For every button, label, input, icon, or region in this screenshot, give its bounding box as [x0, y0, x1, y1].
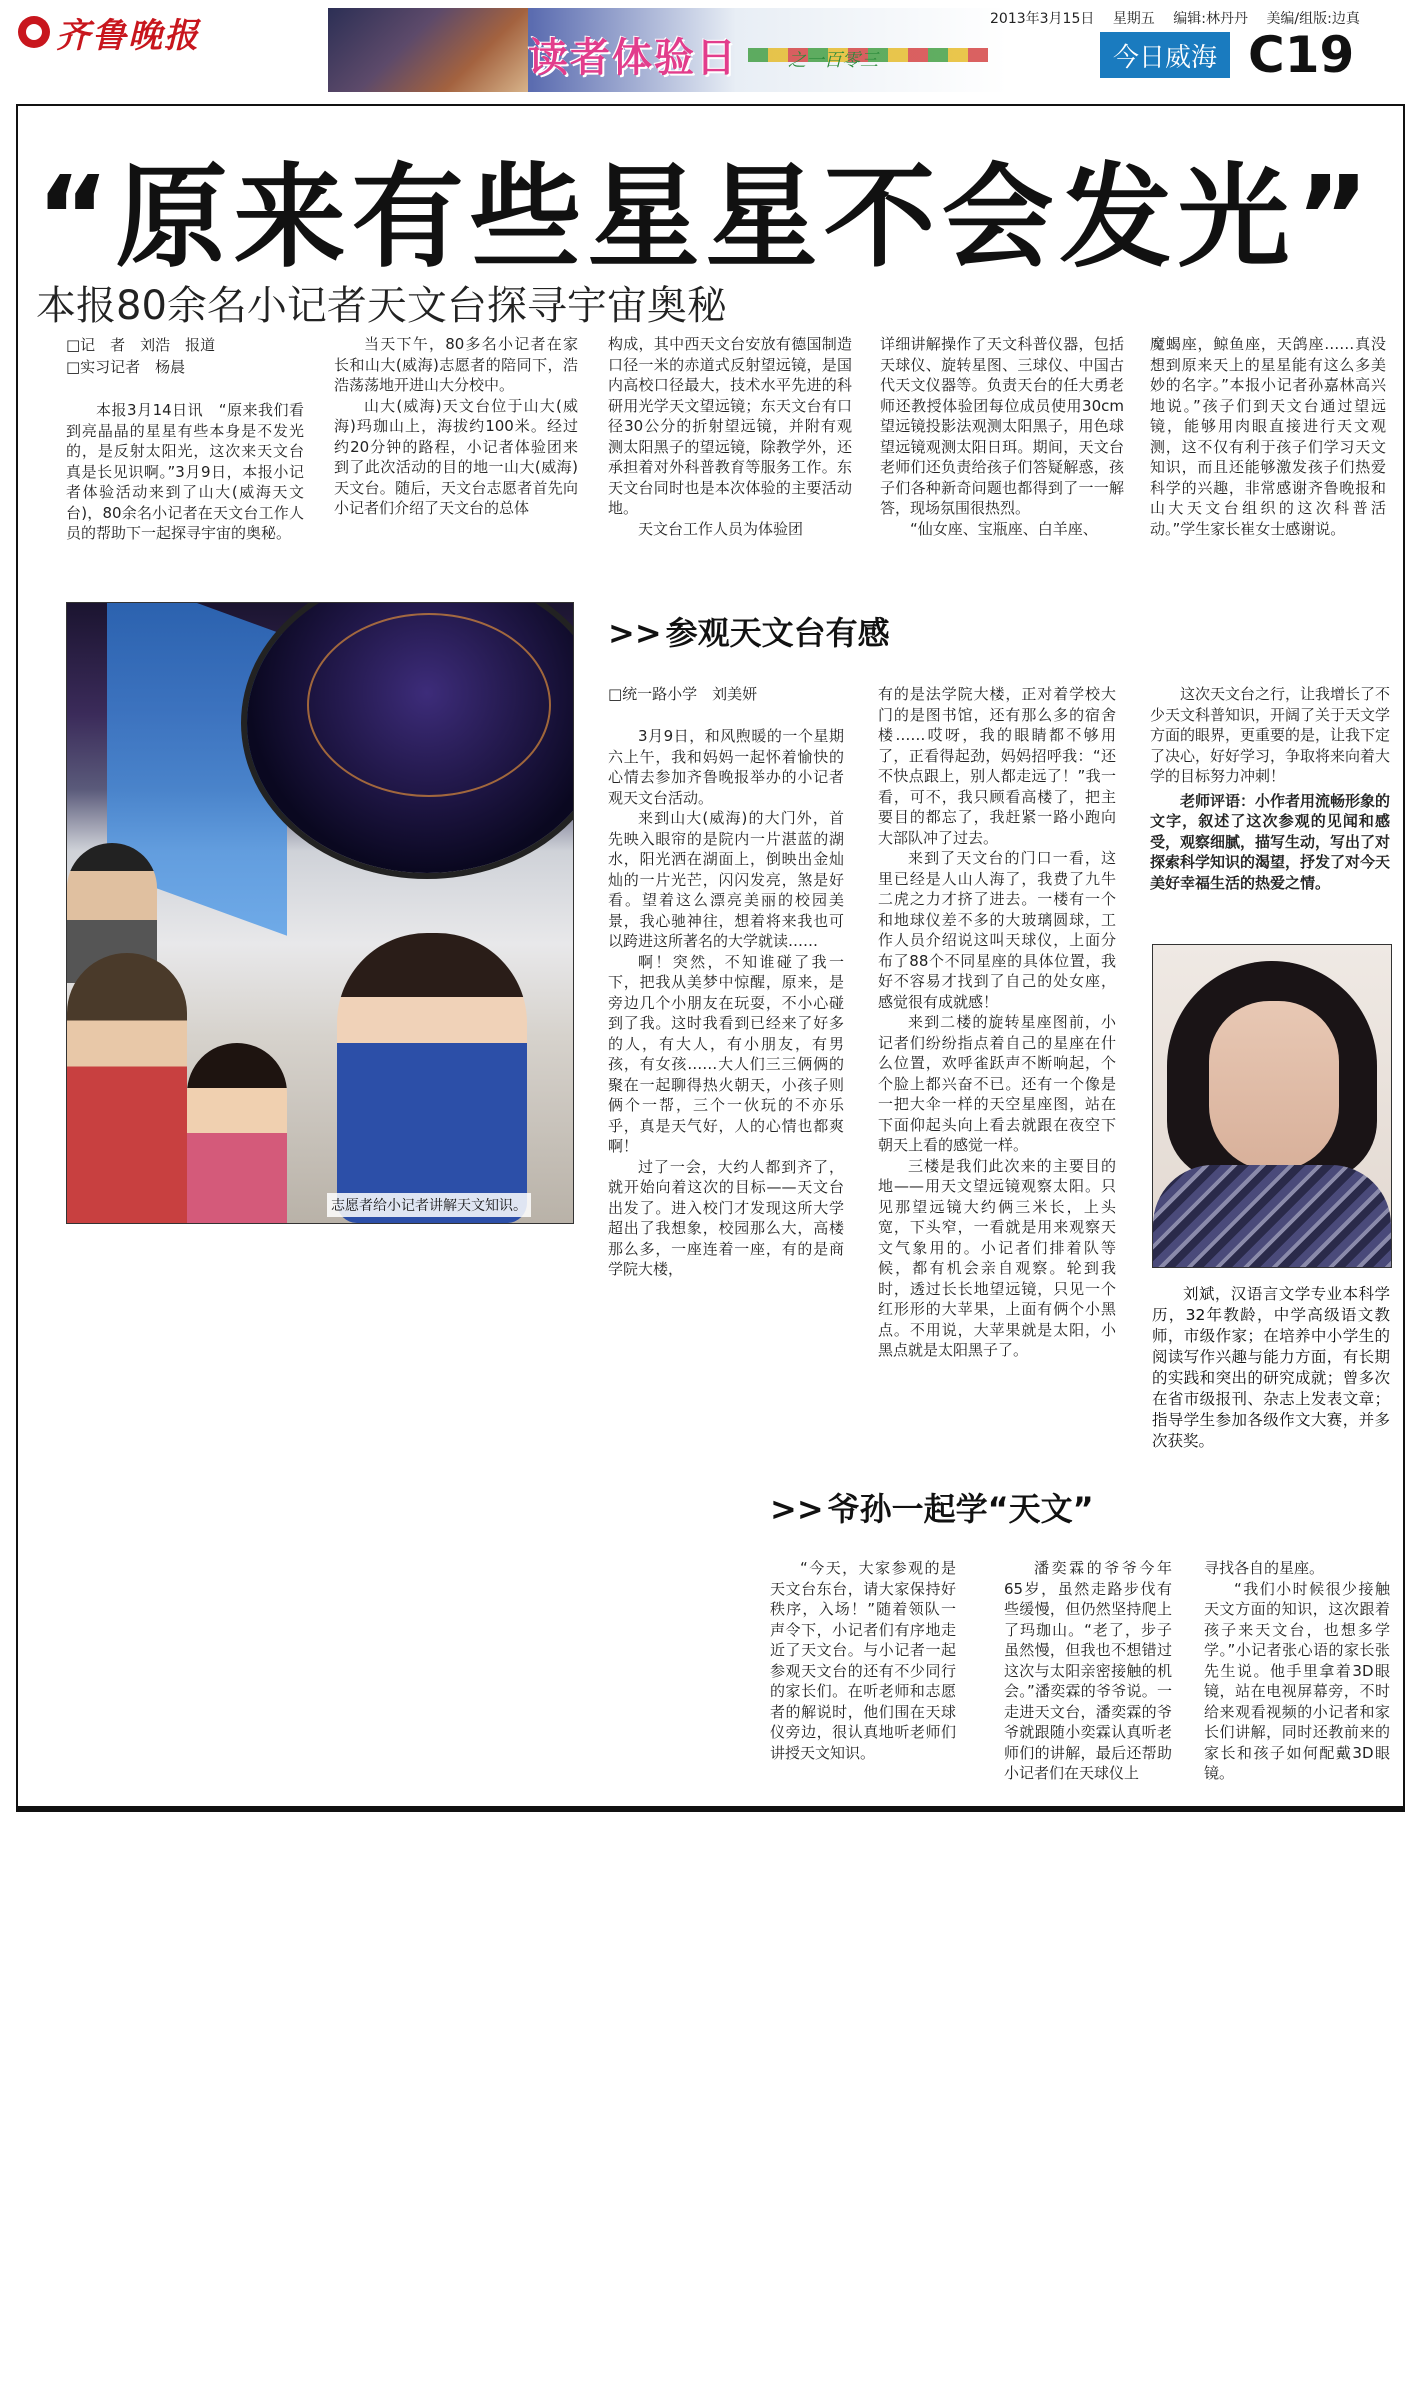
- paragraph: 潘奕霖的爷爷今年65岁，虽然走路步伐有些缓慢，但仍然坚持爬上了玛珈山。“老了，步子虽然慢，但我也不想错过这次与太阳亲密接触的机会。”潘奕霖的爷爷说。一走进天文台，潘奕霖的爷爷就跟随小奕霖认真听老师们的讲解，最后还帮助小记者们在天球仪上: [1004, 1559, 1172, 1782]
- section-title: 参观天文台有感: [665, 614, 890, 652]
- section-heading: [608, 608, 890, 654]
- banner-subtitle: 之一百零三: [788, 50, 878, 71]
- issue-date: 2013年3月15日: [990, 11, 1095, 27]
- teacher-bio: [1152, 1284, 1390, 1452]
- paragraph: 来到了天文台的门口一看，这里已经是人山人海了，我费了九牛二虎之力才挤了进去。一楼有一个和地球仪差不多的大玻璃圆球，工作人员介绍说这叫天球仪，上面分布了88个不同星座的具体位置，我好不容易才找到了自己的处女座，感觉很有成就感！: [878, 849, 1116, 1011]
- designer-credit: 美编/组版:边真: [1266, 11, 1360, 27]
- frame-bottom-rule: [16, 1806, 1405, 1812]
- observatory-photo: [66, 602, 574, 1224]
- paragraph: 来到二楼的旋转星座图前，小记者们纷纷指点着自己的星座在什么位置，欢呼雀跃声不断响起，个个脸上都兴奋不已。还有一个像是一把大伞一样的天空星座图，站在下面仰起头向上看去就跟在夜空下朝天上看的感觉一样。: [878, 1013, 1116, 1154]
- photo-caption: 志愿者给小记者讲解天文知识。: [327, 1193, 531, 1217]
- paragraph: “仙女座、宝瓶座、白羊座、: [910, 519, 1098, 538]
- byline-intern: □实习记者 杨晨: [66, 358, 186, 376]
- page-meta: [990, 8, 1374, 28]
- paragraph: 魔蝎座，鲸鱼座，天鸽座……真没想到原来天上的星星能有这么多美妙的名字。”本报小记者孙嘉林高兴地说。”孩子们到天文台通过望远镜，能够用肉眼直接进行天文观测，这不仅有利于孩子们学习天文知识，而且还能够激发孩子们热爱科学的兴趣，非常感谢齐鲁晚报和山大天文台组织的这次科普活动。”学生家长崔女士感谢说。: [1150, 335, 1386, 538]
- paragraph: 这次天文台之行，让我增长了不少天文科普知识，开阔了关于天文学方面的眼界，更重要的是，让我下定了决心，好好学习，争取将来向着大学的目标努力冲刺！: [1150, 685, 1391, 785]
- newspaper-logo: [18, 10, 218, 54]
- portrait-scarf: [1153, 1165, 1391, 1268]
- photo-person-girl: [337, 933, 527, 1223]
- family-column-3: [1204, 1558, 1390, 1784]
- essay-byline: □统一路小学 刘美妍: [608, 685, 758, 703]
- page-number: C19: [1248, 26, 1355, 84]
- essay-column-3: [1150, 684, 1390, 893]
- paragraph: 来到山大(威海)的大门外，首先映入眼帘的是院内一片湛蓝的湖水，阳光洒在湖面上，倒映出金灿灿的一片光芒，闪闪发亮，煞是好看。望着这么漂亮美丽的校园美景，我心驰神往，想着将来我也可以跨进这所著名的大学就读……: [608, 809, 844, 950]
- paragraph: 三楼是我们此次来的主要目的地——用天文望远镜观察太阳。只见那望远镜大约俩三米长，上头宽，下头窄，一看就是用来观察天文气象用的。小记者们排着队等候，都有机会亲自观察。轮到我时，透过长长地望远镜，只见一个红形形的大苹果，上面有俩个小黑点。不用说，大苹果就是太阳，小黑点就是太阳黑子了。: [878, 1156, 1116, 1359]
- subheadline: 本报80余名小记者天文台探寻宇宙奥秘: [36, 283, 727, 329]
- teacher-review: 老师评语：小作者用流畅形象的文字，叙述了这次参观的见闻和感受，观察细腻，描写生动，写出了对探索科学知识的渴望，抒发了对今天美好幸福生活的热爱之情。: [1150, 791, 1391, 892]
- teacher-portrait: [1152, 944, 1392, 1268]
- family-column-1: [770, 1558, 956, 1763]
- paragraph: 构成，其中西天文台安放有德国制造口径一米的赤道式反射望远镜，是国内高校口径最大，技术水平先进的科研用光学天文望远镜；东天文台有口径30公分的折射望远镜，并附有观测太阳黑子的望远镜，除教学外，还承担着对外科普教育等服务工作。东天文台同时也是本次体验的主要活动地。: [608, 335, 852, 517]
- portrait-face: [1209, 1001, 1339, 1171]
- article-column-4: [880, 334, 1124, 539]
- photo-person-child: [67, 953, 187, 1223]
- editor-credit: 编辑:林丹丹: [1173, 11, 1248, 27]
- logo-text: 齐鲁晚报: [56, 15, 200, 56]
- banner-title: 读者体验日: [528, 35, 738, 81]
- banner-photo: [328, 8, 528, 92]
- paragraph: 天文台工作人员为体验团: [638, 519, 804, 538]
- essay-column-1: [608, 684, 844, 1280]
- paragraph: 3月9日，和风煦暖的一个星期六上午，我和妈妈一起怀着愉快的心情去参加齐鲁晚报举办的小记者观天文台活动。: [608, 727, 844, 807]
- section-tag: 今日威海: [1100, 32, 1230, 78]
- essay-column-2: [878, 684, 1116, 1361]
- photo-person-child: [187, 1043, 287, 1223]
- headline: “原来有些星星不会发光”: [36, 153, 1376, 283]
- section-heading: [770, 1484, 1094, 1530]
- article-column-3: [608, 334, 852, 539]
- section-arrows: >>: [608, 614, 662, 652]
- paragraph: 寻找各自的星座。: [1204, 1559, 1325, 1577]
- paragraph: 山大(威海)天文台位于山大(威海)玛珈山上，海拔约100米。经过约20分钟的路程，小记者体验团来到了此次活动的目的地一山大(威海)天文台。随后，天文台志愿者首先向小记者们介绍了天文台的总体: [334, 396, 578, 517]
- paragraph: 当天下午，80多名小记者在家长和山大(威海)志愿者的陪同下，浩浩荡荡地开进山大分校中。: [334, 335, 578, 394]
- paragraph: 啊！突然，不知谁碰了我一下，把我从美梦中惊醒，原来，是旁边几个小朋友在玩耍，不小心碰到了我。这时我看到已经来了好多的人，有大人，有小朋友，有男孩，有女孩……大人们三三俩俩的聚在一起聊得热火朝天，小孩子则俩个一帮，三个一伙玩的不亦乐乎，真是天气好，人的心情也都爽啊！: [608, 952, 844, 1155]
- section-arrows: >>: [770, 1490, 824, 1528]
- logo-mark-icon: [18, 16, 50, 48]
- article-column-1: [66, 334, 304, 544]
- paragraph: 详细讲解操作了天文科普仪器，包括天球仪、旋转星图、三球仪、中国古代天文仪器等。负责天台的任大勇老师还教授体验团每位成员使用30cm望远镜投影法观测太阳黑子，用色球望远镜观测太阳日珥。期间，天文台老师们还负责给孩子们答疑解惑，孩子们各种新奇问题也都得到了一一解答，现场氛围很热烈。: [880, 335, 1124, 517]
- byline-reporter: □记 者 刘浩 报道: [66, 336, 216, 354]
- paragraph: 过了一会，大约人都到齐了，就开始向着这次的目标——天文台出发了。进入校门才发现这所大学超出了我想象，校园那么大，高楼那么多，一座连着一座，有的是商学院大楼，: [608, 1157, 844, 1278]
- paragraph: “我们小时候很少接触天文方面的知识，这次跟着孩子来天文台，也想多学学。”小记者张心语的家长张先生说。他手里拿着3D眼镜，站在电视屏幕旁，不时给来观看视频的小记者和家长们讲解，同时还教前来的家长和孩子如何配戴3D眼镜。: [1204, 1579, 1390, 1782]
- paragraph: “今天，大家参观的是天文台东台，请大家保持好秩序，入场！”随着领队一声令下，小记者们有序地走近了天文台。与小记者一起参观天文台的还有不少同行的家长们。在听老师和志愿者的解说时，他们围在天球仪旁边，很认真地听老师们讲授天文知识。: [770, 1559, 956, 1762]
- paragraph: 有的是法学院大楼，正对着学校大门的是图书馆，还有那么多的宿舍楼……哎呀，我的眼睛都不够用了，正看得起劲，妈妈招呼我：“还不快点跟上，别人都走远了！”我一看，可不，我只顾看高楼了，把主要目的都忘了，我赶紧一路小跑向大部队冲了过去。: [878, 685, 1116, 847]
- issue-weekday: 星期五: [1112, 11, 1155, 27]
- family-column-2: [1004, 1558, 1172, 1784]
- paragraph: 刘斌，汉语言文学专业本科学历，32年教龄，中学高级语文教师，市级作家；在培养中小学生的阅读写作兴趣与能力方面，有长期的实践和突出的研究成就；曾多次在省市级报刊、杂志上发表文章；指导学生参加各级作文大赛，并多次获奖。: [1152, 1285, 1390, 1450]
- byline: [66, 334, 304, 378]
- column-banner: [328, 8, 1008, 92]
- article-column-2: [334, 334, 578, 519]
- section-title: 爷孙一起学“天文”: [827, 1490, 1094, 1528]
- article-column-5: [1150, 334, 1386, 539]
- star-dome: [247, 602, 574, 873]
- paragraph: 本报3月14日讯 “原来我们看到亮晶晶的星星有些本身是不发光的，是反射太阳光，这次来天文台真是长见识啊。”3月9日，本报小记者体验活动来到了山大(威海天文台)，80余名小记者在天文台工作人员的帮助下一起探寻宇宙的奥秘。: [66, 401, 304, 542]
